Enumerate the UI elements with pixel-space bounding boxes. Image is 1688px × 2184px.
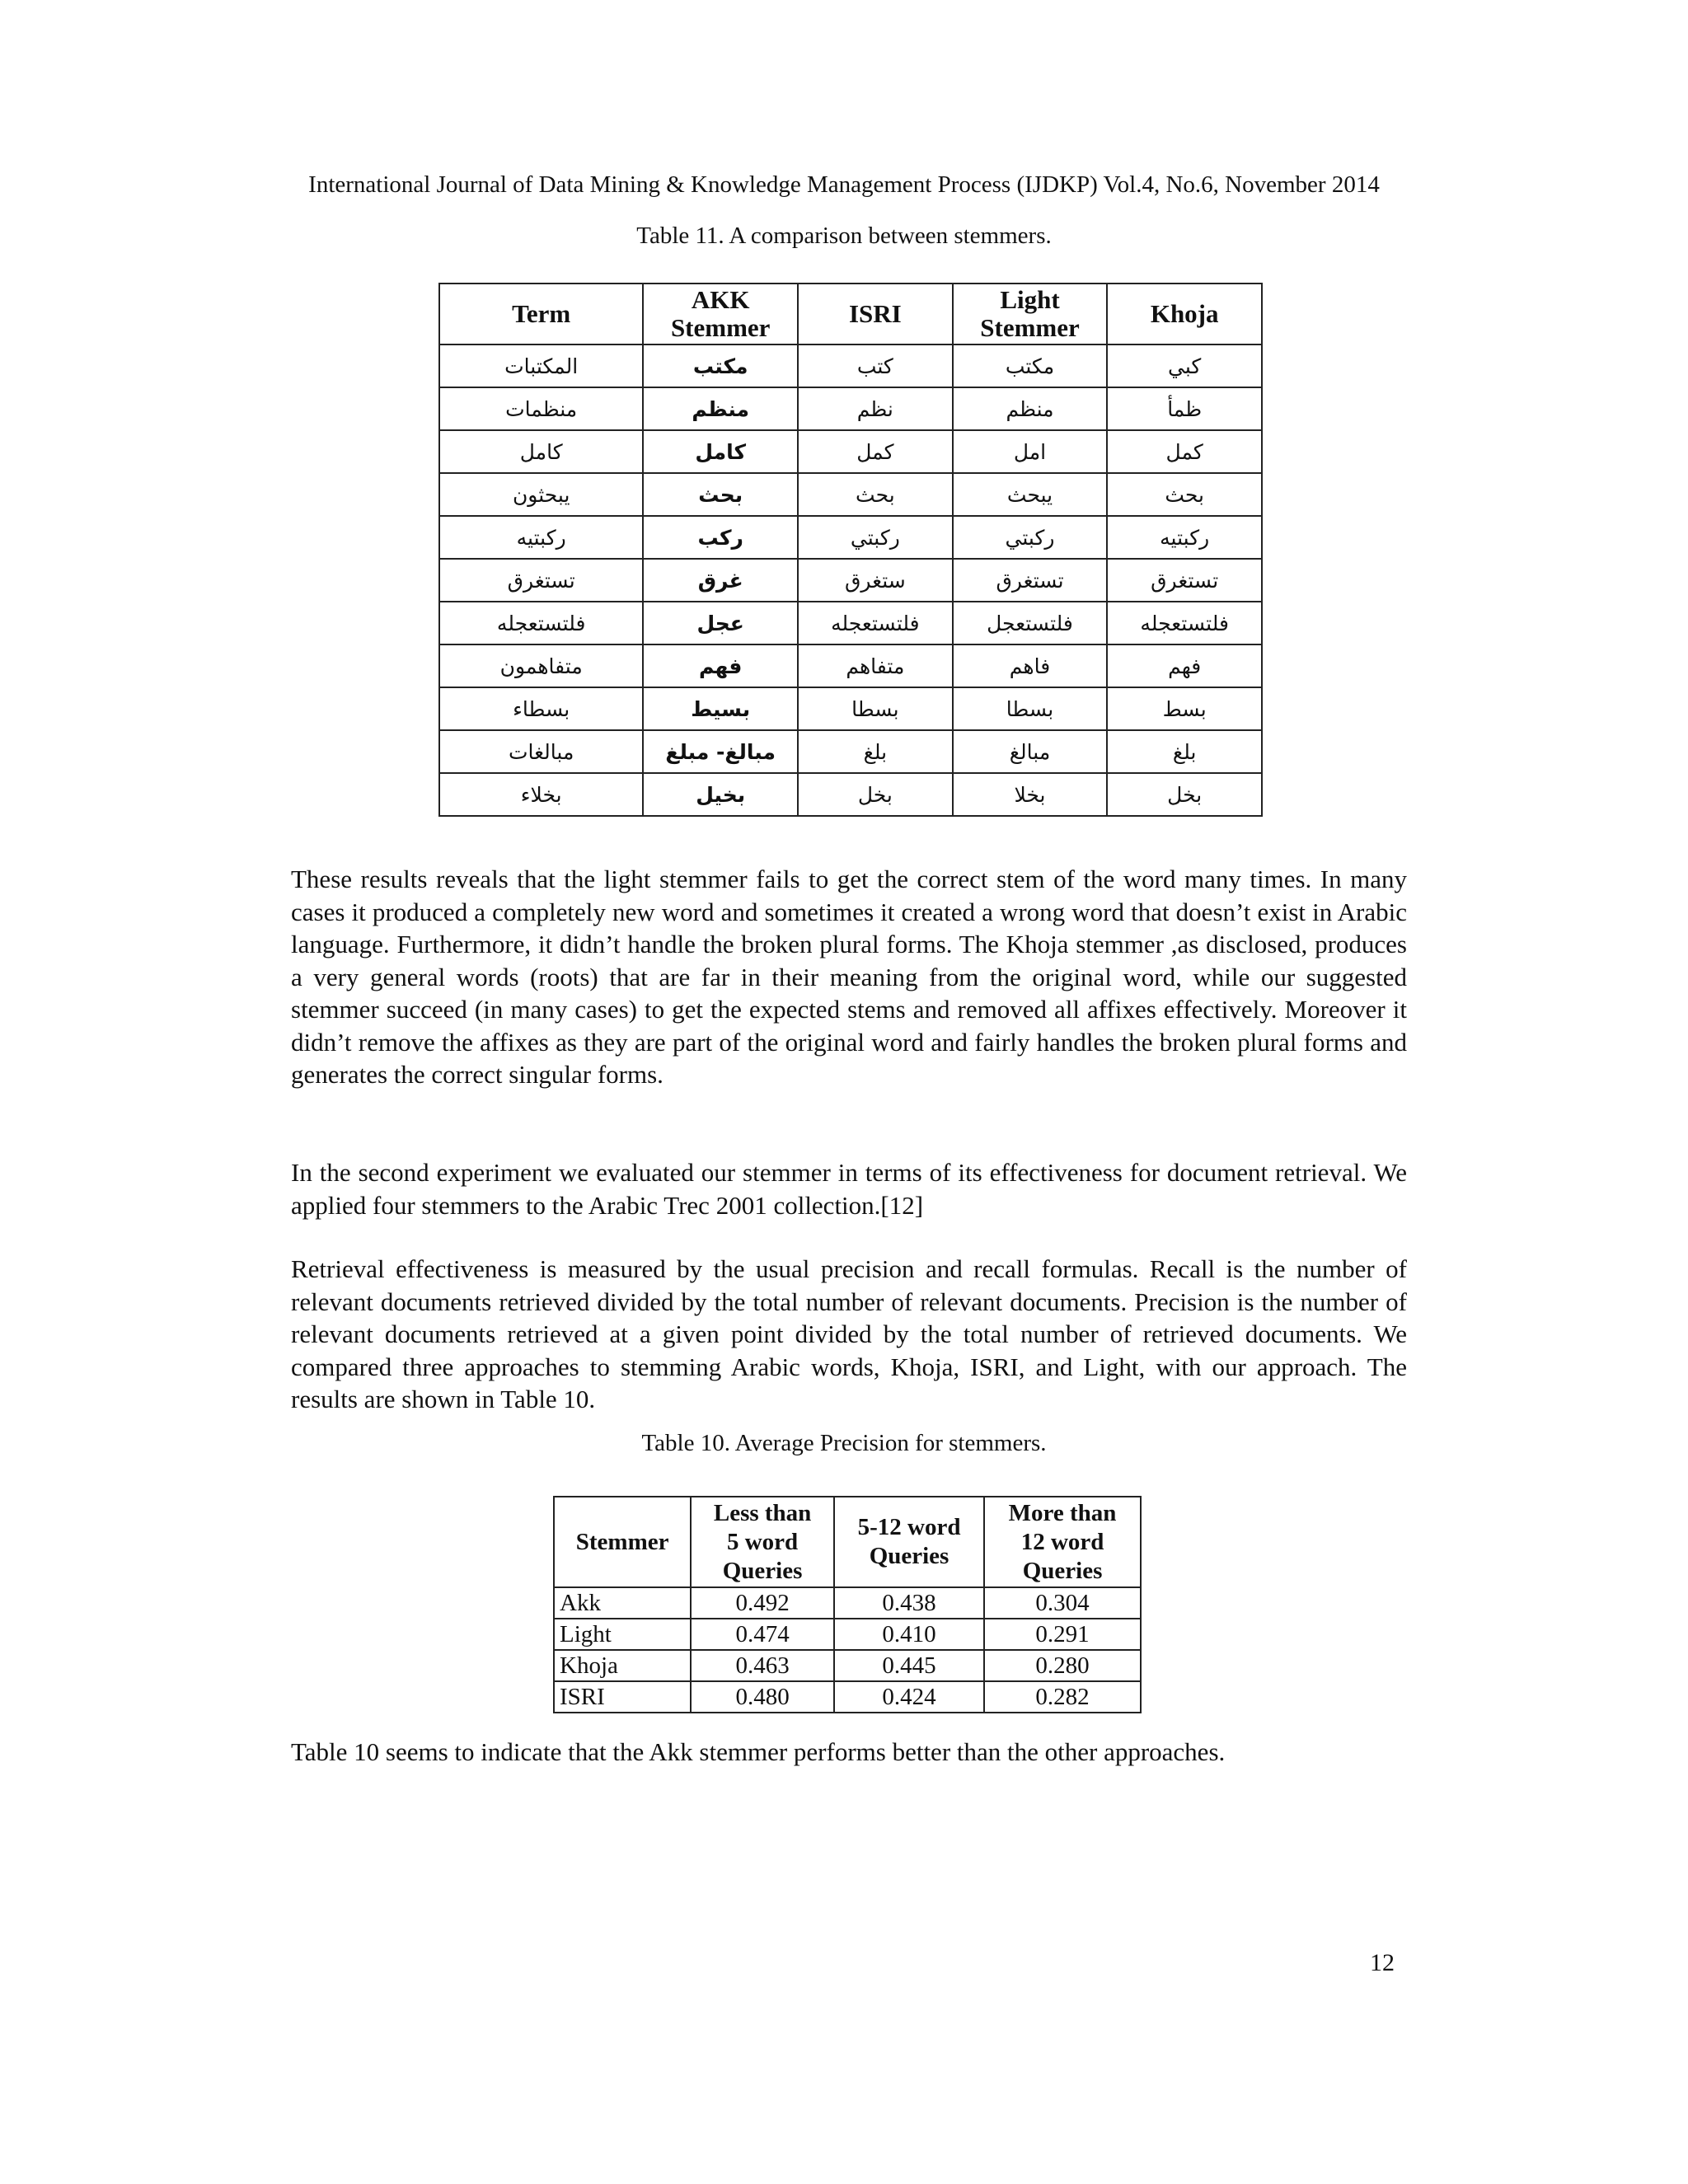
table11-col-light: Light Stemmer: [953, 284, 1108, 344]
cell-term: مبالغات: [439, 730, 643, 773]
table-row: [439, 602, 1262, 644]
cell-isri: ركبتي: [798, 516, 953, 559]
paragraph-retrieval-effectiveness: Retrieval effectiveness is measured by the usual precision and recall formulas. Recall is the number of relevant documents retrieved divided by the total number of relevant documents. Precision is the number of relevant documents retrieved at a given point divided by the total number of retrieved documents. We compared three approaches to stemming Arabic words, Khoja, ISRI, and Light, with our approach. The results are shown in Table 10.: [291, 1254, 1407, 1413]
table-row: [439, 430, 1262, 473]
paragraph-conclusion: Table 10 seems to indicate that the Akk stemmer performs better than the other approaches.: [291, 1737, 1226, 1766]
table-row: [439, 730, 1262, 773]
cell-stemmer: ISRI: [554, 1681, 691, 1713]
cell-isri: فلتستعجله: [798, 602, 953, 644]
paragraph-results: These results reveals that the light stemmer fails to get the correct stem of the word many times. In many cases it produced a completely new word and sometimes it created a wrong word that doesn’t exist in Arabic language. Furthermore, it didn’t handle the broken plural forms. The Khoja stemmer ,as disclosed, produces a very general words (roots) that are far in their meaning from the original word, while our suggested stemmer succeed (in many cases) to get the expected stems and removed all affixes effectively. Moreover it didn’t remove the affixes as they are part of the original word and fairly handles the broken plural forms and generates the correct singular forms.: [291, 865, 1407, 1089]
page-number: 12: [1370, 1949, 1395, 1976]
stemmer-comparison-table: [438, 283, 1263, 817]
cell-isri: ستغرق: [798, 559, 953, 602]
cell-akk: بسيط: [643, 687, 798, 730]
table11-col-term: Term: [439, 284, 643, 344]
cell-isri: متفاهم: [798, 644, 953, 687]
table-row: [439, 387, 1262, 430]
cell-more-than-12: 0.280: [984, 1650, 1141, 1681]
table-row: [439, 687, 1262, 730]
cell-isri: كمل: [798, 430, 953, 473]
paragraph-second-experiment: In the second experiment we evaluated our stemmer in terms of its effectiveness for document retrieval. We applied four stemmers to the Arabic Trec 2001 collection.[12]: [291, 1158, 1407, 1220]
cell-akk: غرق: [643, 559, 798, 602]
cell-isri: بسطا: [798, 687, 953, 730]
cell-term: المكتبات: [439, 344, 643, 387]
running-header: International Journal of Data Mining & Knowledge Management Process (IJDKP) Vol.4, No.6, November 2014: [308, 171, 1380, 198]
cell-term: ركبتيه: [439, 516, 643, 559]
cell-khoja: كبي: [1107, 344, 1262, 387]
cell-light: مبالغ: [953, 730, 1108, 773]
cell-akk: منظم: [643, 387, 798, 430]
cell-light: مكتب: [953, 344, 1108, 387]
cell-khoja: تستغرق: [1107, 559, 1262, 602]
cell-light: بسطا: [953, 687, 1108, 730]
cell-stemmer: Light: [554, 1619, 691, 1650]
table11-col-isri: ISRI: [798, 284, 953, 344]
cell-light: يبحث: [953, 473, 1108, 516]
table11-header-row: [439, 284, 1262, 344]
table11-caption: Table 11. A comparison between stemmers.: [636, 223, 1052, 249]
cell-isri: بحث: [798, 473, 953, 516]
table-row: [439, 516, 1262, 559]
table-row: [554, 1650, 1141, 1681]
table10-col-less-than-5: Less than 5 word Queries: [691, 1497, 834, 1587]
cell-light: فاهم: [953, 644, 1108, 687]
cell-khoja: بخل: [1107, 773, 1262, 816]
table10-col-stemmer: Stemmer: [554, 1497, 691, 1587]
cell-khoja: فهم: [1107, 644, 1262, 687]
cell-akk: كامل: [643, 430, 798, 473]
cell-akk: عجل: [643, 602, 798, 644]
cell-term: يبحثون: [439, 473, 643, 516]
table-row: [439, 559, 1262, 602]
cell-5-12: 0.424: [834, 1681, 984, 1713]
cell-khoja: ظمأ: [1107, 387, 1262, 430]
table10-col-more-than-12: More than 12 word Queries: [984, 1497, 1141, 1587]
average-precision-table: [553, 1496, 1142, 1713]
table10-header-row: [554, 1497, 1141, 1587]
cell-5-12: 0.445: [834, 1650, 984, 1681]
cell-khoja: كمل: [1107, 430, 1262, 473]
cell-khoja: فلتستعجله: [1107, 602, 1262, 644]
cell-term: تستغرق: [439, 559, 643, 602]
cell-isri: بلغ: [798, 730, 953, 773]
cell-isri: كتب: [798, 344, 953, 387]
cell-term: بخلاء: [439, 773, 643, 816]
table-row: [554, 1619, 1141, 1650]
cell-stemmer: Akk: [554, 1587, 691, 1619]
cell-less-than-5: 0.463: [691, 1650, 834, 1681]
cell-khoja: بسط: [1107, 687, 1262, 730]
cell-akk: ركب: [643, 516, 798, 559]
table10-caption: Table 10. Average Precision for stemmers.: [641, 1430, 1047, 1456]
cell-less-than-5: 0.474: [691, 1619, 834, 1650]
cell-akk: بحث: [643, 473, 798, 516]
cell-term: بسطاء: [439, 687, 643, 730]
table-row: [554, 1681, 1141, 1713]
cell-more-than-12: 0.291: [984, 1619, 1141, 1650]
table-row: [439, 644, 1262, 687]
cell-akk: مبالغ- مبلغ: [643, 730, 798, 773]
table-row: [554, 1587, 1141, 1619]
table11-col-khoja: Khoja: [1107, 284, 1262, 344]
cell-light: امل: [953, 430, 1108, 473]
table-row: [439, 473, 1262, 516]
cell-less-than-5: 0.480: [691, 1681, 834, 1713]
cell-akk: فهم: [643, 644, 798, 687]
cell-5-12: 0.438: [834, 1587, 984, 1619]
cell-5-12: 0.410: [834, 1619, 984, 1650]
cell-light: ركبتي: [953, 516, 1108, 559]
cell-more-than-12: 0.304: [984, 1587, 1141, 1619]
cell-less-than-5: 0.492: [691, 1587, 834, 1619]
cell-khoja: ركبتيه: [1107, 516, 1262, 559]
cell-light: منظم: [953, 387, 1108, 430]
cell-akk: بخيل: [643, 773, 798, 816]
table-row: [439, 344, 1262, 387]
cell-khoja: بلغ: [1107, 730, 1262, 773]
cell-akk: مكتب: [643, 344, 798, 387]
cell-light: فلتستعجل: [953, 602, 1108, 644]
cell-term: كامل: [439, 430, 643, 473]
table10-col-5-12: 5-12 word Queries: [834, 1497, 984, 1587]
cell-light: تستغرق: [953, 559, 1108, 602]
cell-isri: بخل: [798, 773, 953, 816]
cell-khoja: بحث: [1107, 473, 1262, 516]
cell-stemmer: Khoja: [554, 1650, 691, 1681]
table11-col-akk: AKK Stemmer: [643, 284, 798, 344]
table-row: [439, 773, 1262, 816]
cell-term: فلتستعجله: [439, 602, 643, 644]
cell-isri: نظم: [798, 387, 953, 430]
cell-more-than-12: 0.282: [984, 1681, 1141, 1713]
cell-term: منظمات: [439, 387, 643, 430]
cell-term: متفاهمون: [439, 644, 643, 687]
cell-light: بخلا: [953, 773, 1108, 816]
